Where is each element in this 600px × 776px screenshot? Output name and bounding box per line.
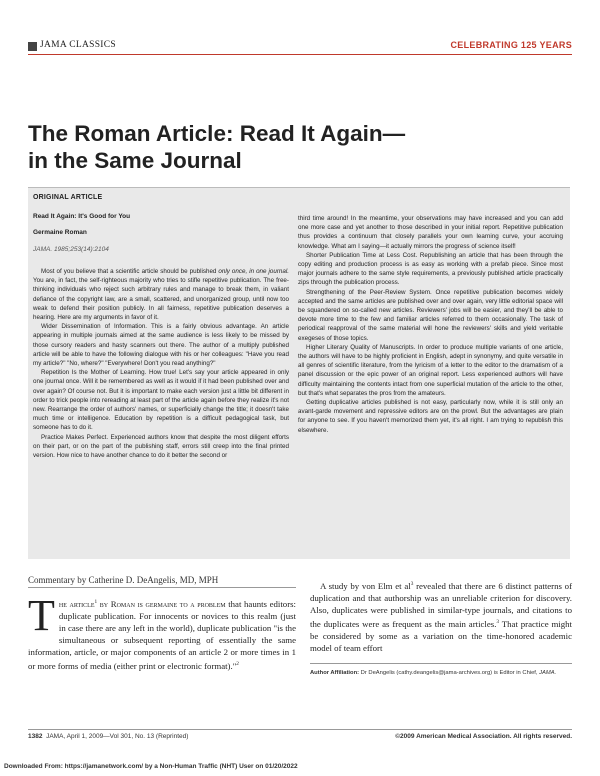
original-article-label: ORIGINAL ARTICLE [33,194,103,201]
article-citation: JAMA. 1985;253(14):2104 [33,246,109,253]
header-bar-mark [28,42,37,51]
paragraph: third time around! In the meantime, your observations may have increased and you can add one more case and yet another to those described in your initial report. Repetitive publication thus provides a continuum that closely parallels your own learning curve, your accruing knowledge. What am I saying—it actually mirrors the progress of science itself! [298,215,563,250]
journal-issue: JAMA, April 1, 2009—Vol 301, No. 13 (Reprinted) [46,733,189,740]
commentary-heading: Commentary by Catherine D. DeAngelis, MD, MPH [28,575,219,585]
paragraph: Strengthening of the Peer-Review System. Once repetitive publication becomes widely accepted and the same articles are published over and over again, very little editorial space will be squandered on so-called new articles. Reviewers' jobs will be easier, and they'll be able to devote more time to the few and familiar articles referred to them occasionally. The task of periodical reapproval of the same material will hone the reviewers' skills and yield veritable exegeses of those topics. [298,288,563,342]
title-line-1: The Roman Article: Read It Again— [28,121,406,146]
page-number: 1382 [28,733,43,740]
download-note: Downloaded From: https://jamanetwork.com/ by a Non-Human Traffic (NHT) User on 01/20/2022 [4,763,298,770]
original-article-left-column [33,267,289,460]
box-top-rule [28,187,570,188]
celebration-banner: CELEBRATING 125 YEARS [450,40,572,50]
affiliation-rule [310,663,572,664]
paragraph: Practice Makes Perfect. Experienced authors know that despite the most diligent efforts on their part, or on the part of the publishing staff, errors still creep into the final printed version. How nice to have another chance to do it better the second or [33,433,289,460]
drop-cap: T [28,591,55,640]
header-rule [28,54,572,55]
paragraph: Repetition Is the Mother of Learning. How true! Let's say your article appeared in only one journal once. Will it be remembered as well as it would if it had been published over and over again? Of course not. But it is important to make each version just a little bit different in order to trick people into rereading at least part of the article again before they realize it's not new. Rearrange the order of authors' names, or superficially change the title; it doesn't take much time or intelligence. Education by repetition is a difficult pedagogical task, but someone has to do it. [33,369,289,432]
author-affiliation: Author Affiliation: Dr DeAngelis (cathy.deangelis@jama-archives.org) is Editor in Chief, JAMA. [310,670,557,676]
commentary-left-column: The article$^1$ by Roman is germaine to a problem that haunts editors: duplicate publication. For innocents or novices to this realm (just in case there are any left in the world), duplicate publication "is the simultaneous or subsequent reporting of essentially the same information, article, or major components of an article 2 or more times in 1 or more forms of media (either print or electronic format)."$^2$ [28,591,296,671]
title-line-2: in the Same Journal [28,148,242,173]
page-footer-left [28,733,188,740]
paragraph: Getting duplicative articles published is not easy, particularly now, while it is still only an avant-garde movement and repressive editors are on the prowl. But the advantages are plain for anyone to see. If you haven't memorized them yet, it's all right. I am trying to republish this elsewhere. [298,399,563,434]
page-title [28,120,548,174]
article-author: Germaine Roman [33,229,87,236]
footer-rule [28,729,572,730]
original-article-right-column [298,214,563,435]
paragraph: Most of you believe that a scientific article should be published only once, in one journal. You are, in fact, the self-righteous majority who tries to stifle repetitive publication. The free-thinking individuals who reject such arbitrary rules and manage to break them, in valiant defiance of the copyright law, are a small, scattered, and unorganized group, until now too weak to defend their position publicly. In all fairness, repetitive publication deserves a hearing. Here are my arguments in favor of it. [33,268,290,322]
section-label: JAMA CLASSICS [40,40,116,50]
commentary-rule [28,587,296,588]
paragraph: Higher Literary Quality of Manuscripts. In order to produce multiple variants of one article, the authors will have to be highly proficient in English, adept in synonymy, and quite versatile in all genres of scientific literature, from the lyricism of a letter to the editor to the dramatism of a panel discussion or the epic power of an original report. Less experienced authors will have difficulty maintaining the contents intact from one superficial mutation of the article to the other, but that's what separates the pros from the amateurs. [298,343,563,397]
commentary-right-column: A study by von Elm et $al^3$ revealed that there are 6 distinct patterns of duplication and that authorship was an unreliable criterion for discovery. Also, duplicates were published in similar-type journals, and citations to the duplicates were as frequent as the main articles.$^3$ That practice might be considered by some as a variation on the time-honored academic model of team effort [310,580,572,653]
copyright: ©2009 American Medical Association. All rights reserved. [395,733,572,740]
paragraph: Shorter Publication Time at Less Cost. Republishing an article that has been through the copy editing and production process is as easy as working with a prefab piece. Since most major journals adhere to the same style requirements, a previously published article practically zips through the publication process. [298,251,563,287]
paragraph: Wider Dissemination of Information. This is a fairly obvious advantage. An article appearing in multiple journals aimed at the same audience is less likely to be missed by those cursory readers and hasty scanners out there. The author of a multiply published article will be able to have the following dialogue with his or her colleagues: "Have you read my article?" "No, where?" "Everywhere! Don't you read anything?" [33,323,289,368]
article-title: Read It Again: It's Good for You [33,213,131,220]
